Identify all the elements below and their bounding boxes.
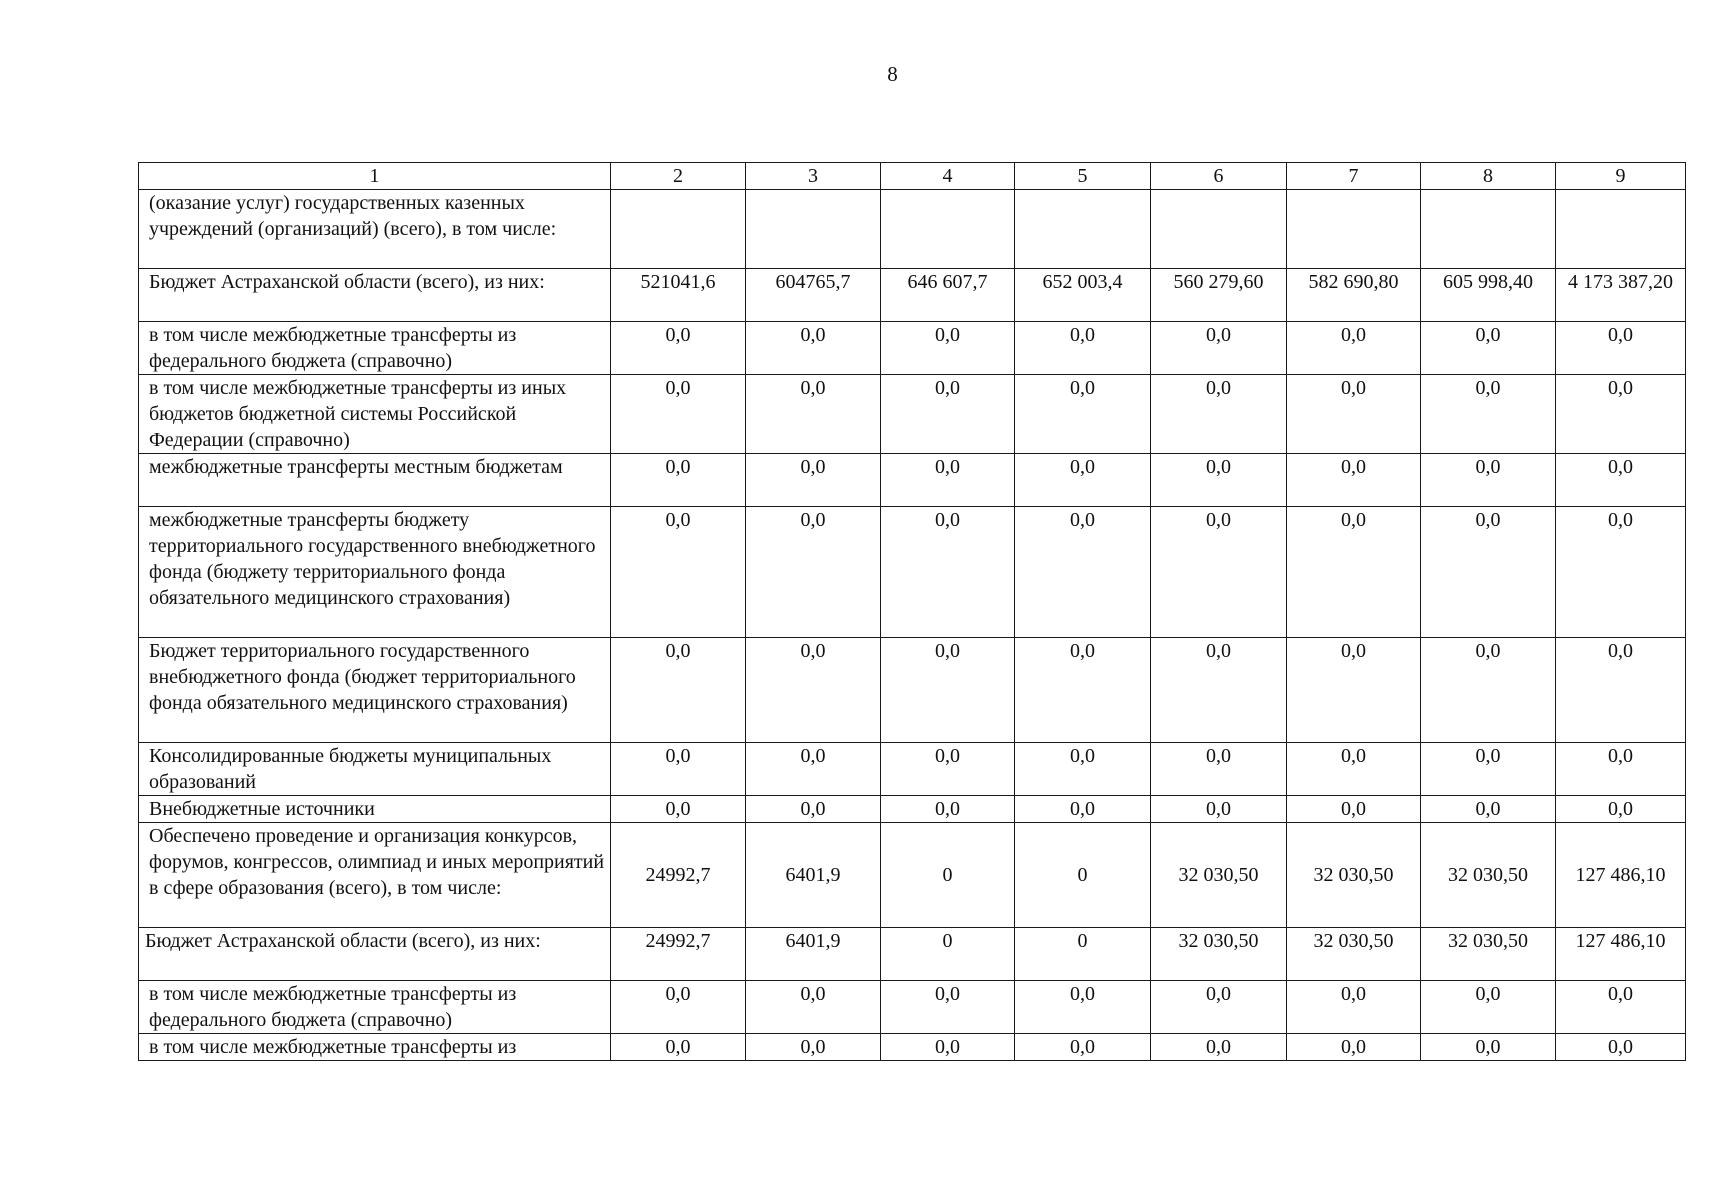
value-cell: 0,0 — [1287, 638, 1421, 743]
value-cell: 0,0 — [1556, 796, 1686, 823]
header-row — [139, 163, 1686, 190]
value-cell: 0,0 — [881, 375, 1015, 454]
value-cell: 604765,7 — [746, 269, 881, 322]
row-label: Внебюджетные источники — [139, 796, 611, 823]
value-cell — [611, 190, 746, 269]
value-cell: 0,0 — [1015, 322, 1151, 375]
value-cell: 0,0 — [1287, 796, 1421, 823]
value-cell: 0,0 — [1556, 981, 1686, 1034]
value-cell: 0,0 — [1556, 454, 1686, 507]
value-cell: 0,0 — [1015, 375, 1151, 454]
table-row — [139, 981, 1686, 1034]
value-cell: 127 486,10 — [1556, 928, 1686, 981]
value-cell — [1151, 190, 1287, 269]
value-cell: 0,0 — [1015, 454, 1151, 507]
table-row — [139, 190, 1686, 269]
value-cell: 6401,9 — [746, 823, 881, 928]
value-cell: 0,0 — [881, 507, 1015, 638]
value-cell: 0,0 — [1421, 322, 1556, 375]
value-cell: 0,0 — [1287, 981, 1421, 1034]
value-cell: 0,0 — [1287, 375, 1421, 454]
row-label: в том числе межбюджетные трансферты из иных бюджетов бюджетной системы Российской Федерации (справочно) — [139, 375, 611, 454]
table-row — [139, 743, 1686, 796]
value-cell — [881, 190, 1015, 269]
value-cell: 0,0 — [746, 322, 881, 375]
value-cell: 24992,7 — [611, 823, 746, 928]
value-cell — [746, 190, 881, 269]
value-cell: 0 — [1015, 928, 1151, 981]
value-cell: 0,0 — [881, 454, 1015, 507]
row-label: в том числе межбюджетные трансферты из федерального бюджета (справочно) — [139, 322, 611, 375]
value-cell: 0,0 — [1421, 981, 1556, 1034]
value-cell: 0,0 — [1421, 638, 1556, 743]
value-cell: 0,0 — [881, 796, 1015, 823]
header-cell: 9 — [1556, 163, 1686, 190]
table-row — [139, 638, 1686, 743]
budget-table — [138, 162, 1686, 1061]
value-cell: 0,0 — [1287, 454, 1421, 507]
value-cell: 0,0 — [1015, 638, 1151, 743]
table-row — [139, 375, 1686, 454]
value-cell: 0,0 — [1556, 322, 1686, 375]
table-row — [139, 507, 1686, 638]
value-cell: 4 173 387,20 — [1556, 269, 1686, 322]
value-cell: 0,0 — [1015, 743, 1151, 796]
row-label: в том числе межбюджетные трансферты из федерального бюджета (справочно) — [139, 981, 611, 1034]
value-cell — [1287, 190, 1421, 269]
value-cell: 0,0 — [1151, 454, 1287, 507]
value-cell: 0,0 — [1151, 981, 1287, 1034]
header-cell: 2 — [611, 163, 746, 190]
value-cell: 0,0 — [1421, 743, 1556, 796]
value-cell: 0,0 — [1015, 796, 1151, 823]
value-cell: 0,0 — [1287, 322, 1421, 375]
value-cell: 0,0 — [746, 981, 881, 1034]
value-cell: 0,0 — [1421, 454, 1556, 507]
value-cell: 0,0 — [881, 981, 1015, 1034]
header-cell: 6 — [1151, 163, 1287, 190]
value-cell: 605 998,40 — [1421, 269, 1556, 322]
value-cell: 0,0 — [1151, 322, 1287, 375]
table-row — [139, 269, 1686, 322]
value-cell: 0,0 — [1421, 375, 1556, 454]
value-cell: 582 690,80 — [1287, 269, 1421, 322]
value-cell: 0,0 — [746, 454, 881, 507]
value-cell: 0,0 — [1421, 796, 1556, 823]
value-cell — [1421, 190, 1556, 269]
value-cell: 652 003,4 — [1015, 269, 1151, 322]
row-label: (оказание услуг) государственных казенных учреждений (организаций) (всего), в том числе: — [139, 190, 611, 269]
value-cell: 0,0 — [611, 638, 746, 743]
value-cell: 0,0 — [1421, 1034, 1556, 1061]
value-cell: 0,0 — [1287, 507, 1421, 638]
value-cell: 0,0 — [611, 796, 746, 823]
value-cell: 0,0 — [611, 454, 746, 507]
header-cell: 1 — [139, 163, 611, 190]
value-cell: 0,0 — [746, 1034, 881, 1061]
value-cell: 0,0 — [1287, 743, 1421, 796]
value-cell: 0,0 — [746, 638, 881, 743]
header-cell: 5 — [1015, 163, 1151, 190]
value-cell: 6401,9 — [746, 928, 881, 981]
value-cell: 0,0 — [611, 1034, 746, 1061]
table-row — [139, 454, 1686, 507]
value-cell: 0 — [881, 823, 1015, 928]
header-cell: 7 — [1287, 163, 1421, 190]
table-row — [139, 823, 1686, 928]
row-label: Консолидированные бюджеты муниципальных образований — [139, 743, 611, 796]
value-cell: 0,0 — [1151, 1034, 1287, 1061]
value-cell: 0,0 — [611, 507, 746, 638]
value-cell: 0,0 — [1556, 638, 1686, 743]
table-row — [139, 928, 1686, 981]
value-cell: 127 486,10 — [1556, 823, 1686, 928]
value-cell: 0,0 — [1151, 743, 1287, 796]
value-cell: 0,0 — [1151, 796, 1287, 823]
value-cell: 0,0 — [881, 743, 1015, 796]
value-cell: 0,0 — [1151, 638, 1287, 743]
value-cell: 0,0 — [611, 322, 746, 375]
header-cell: 3 — [746, 163, 881, 190]
row-label: Бюджет Астраханской области (всего), из них: — [139, 928, 611, 981]
row-label: Бюджет Астраханской области (всего), из них: — [139, 269, 611, 322]
row-label: Обеспечено проведение и организация конкурсов, форумов, конгрессов, олимпиад и иных мероприятий в сфере образования (всего), в том числе: — [139, 823, 611, 928]
value-cell: 0,0 — [611, 981, 746, 1034]
value-cell: 0,0 — [746, 507, 881, 638]
value-cell: 0,0 — [1287, 1034, 1421, 1061]
value-cell: 560 279,60 — [1151, 269, 1287, 322]
value-cell: 0,0 — [881, 638, 1015, 743]
page-number: 8 — [887, 62, 898, 86]
value-cell: 0,0 — [881, 1034, 1015, 1061]
table-row — [139, 1034, 1686, 1061]
value-cell — [1015, 190, 1151, 269]
value-cell: 0,0 — [611, 375, 746, 454]
value-cell: 24992,7 — [611, 928, 746, 981]
value-cell: 0,0 — [746, 743, 881, 796]
value-cell: 521041,6 — [611, 269, 746, 322]
value-cell: 0,0 — [1151, 375, 1287, 454]
header-cell: 4 — [881, 163, 1015, 190]
value-cell: 0,0 — [1151, 507, 1287, 638]
value-cell: 0,0 — [611, 743, 746, 796]
value-cell — [1556, 190, 1686, 269]
value-cell: 0,0 — [1015, 507, 1151, 638]
table-row — [139, 322, 1686, 375]
header-cell: 8 — [1421, 163, 1556, 190]
value-cell: 0,0 — [1556, 743, 1686, 796]
row-label: межбюджетные трансферты бюджету территориального государственного внебюджетного фонда (бюджету территориального фонда обязательного медицинского страхования) — [139, 507, 611, 638]
row-label: Бюджет территориального государственного внебюджетного фонда (бюджет территориального фонда обязательного медицинского страхования) — [139, 638, 611, 743]
row-label: в том числе межбюджетные трансферты из — [139, 1034, 611, 1061]
value-cell: 32 030,50 — [1421, 823, 1556, 928]
value-cell: 0,0 — [1556, 1034, 1686, 1061]
row-label: межбюджетные трансферты местным бюджетам — [139, 454, 611, 507]
value-cell: 0,0 — [746, 796, 881, 823]
value-cell: 0 — [881, 928, 1015, 981]
value-cell: 32 030,50 — [1287, 928, 1421, 981]
value-cell: 0,0 — [881, 322, 1015, 375]
value-cell: 0,0 — [1015, 981, 1151, 1034]
value-cell: 646 607,7 — [881, 269, 1015, 322]
value-cell: 32 030,50 — [1421, 928, 1556, 981]
value-cell: 0,0 — [746, 375, 881, 454]
value-cell: 0,0 — [1421, 507, 1556, 638]
value-cell: 0,0 — [1556, 507, 1686, 638]
table-row — [139, 796, 1686, 823]
value-cell: 0 — [1015, 823, 1151, 928]
value-cell: 32 030,50 — [1151, 823, 1287, 928]
value-cell: 32 030,50 — [1287, 823, 1421, 928]
value-cell: 32 030,50 — [1151, 928, 1287, 981]
value-cell: 0,0 — [1556, 375, 1686, 454]
value-cell: 0,0 — [1015, 1034, 1151, 1061]
